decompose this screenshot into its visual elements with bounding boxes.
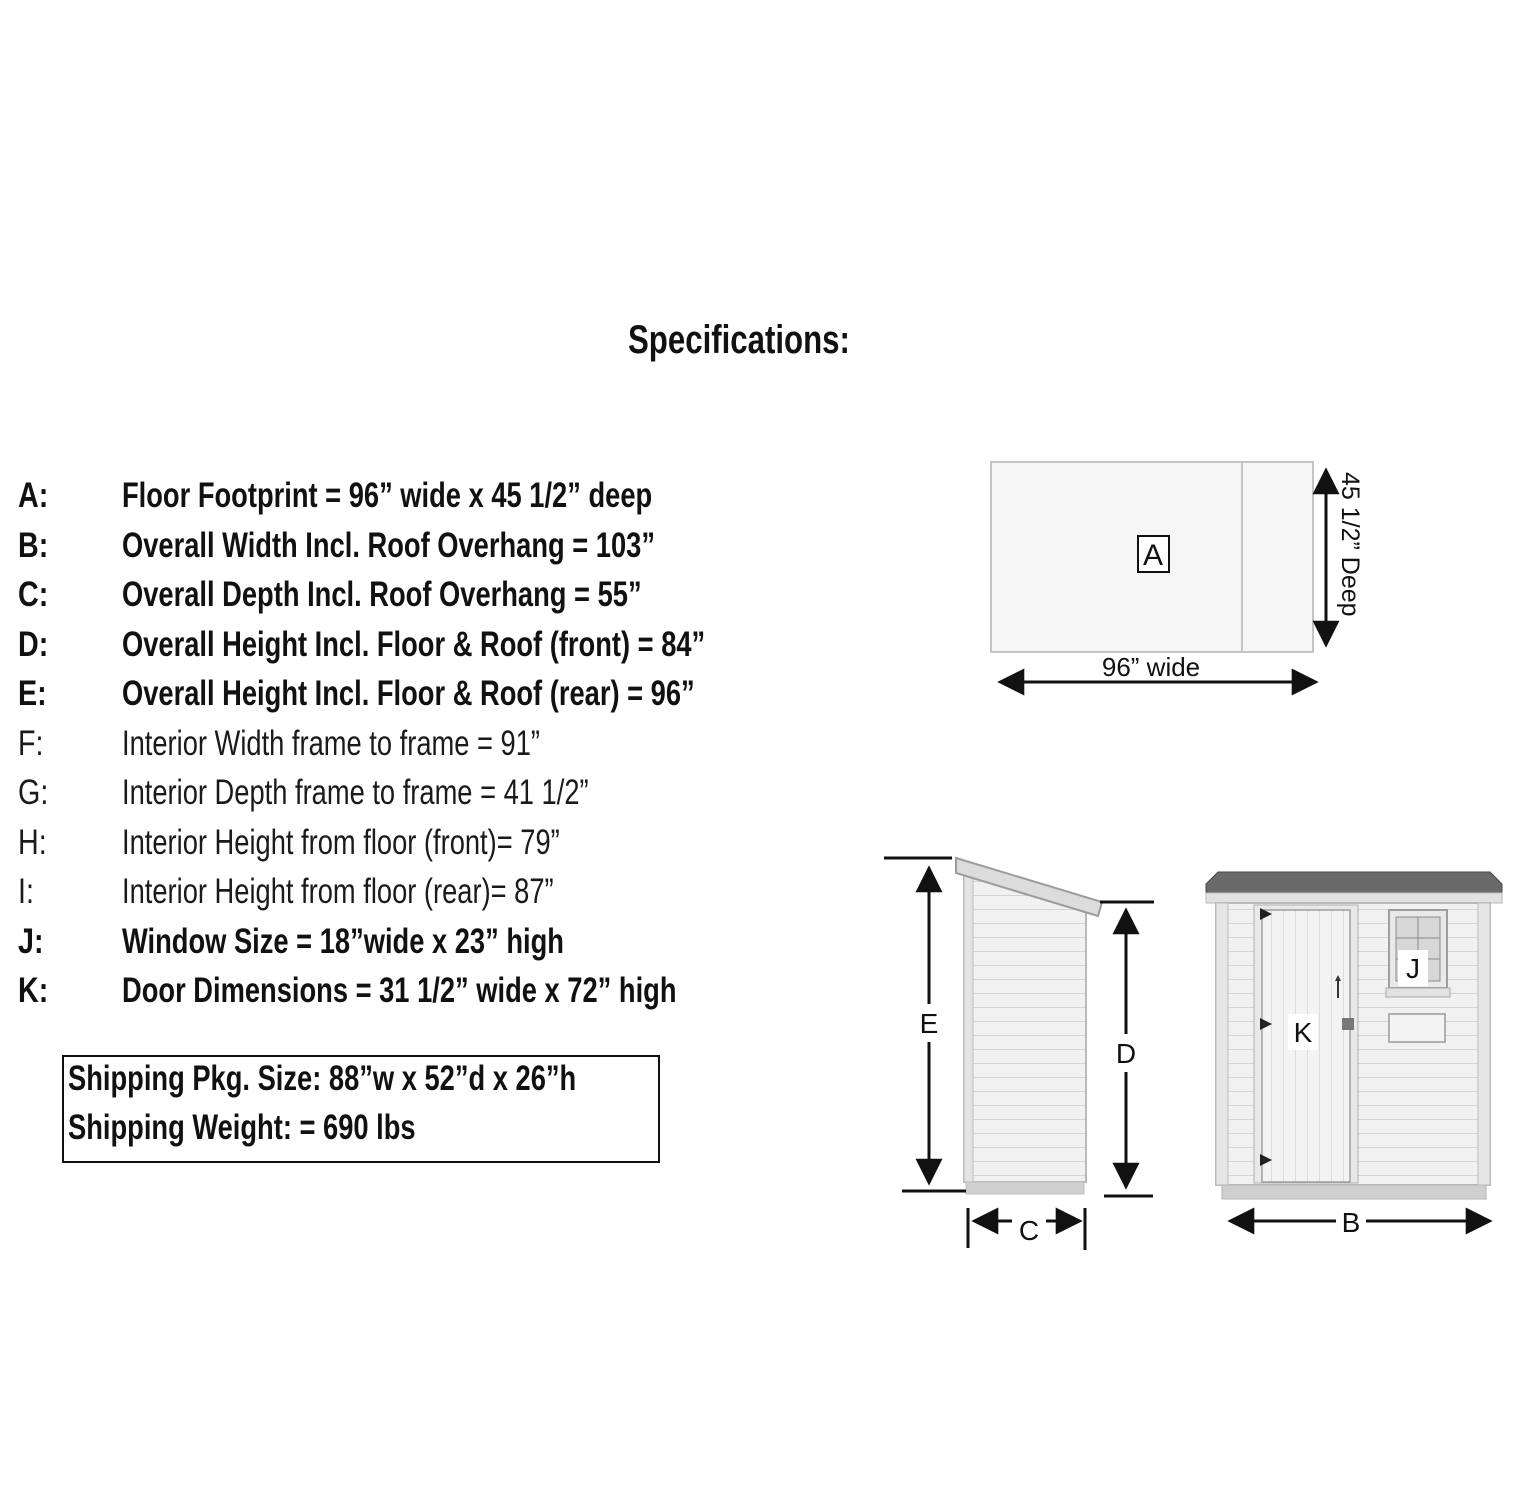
front-left-trim — [1216, 903, 1228, 1185]
floor-plan — [991, 462, 1364, 682]
spec-text: Window Size = 18”wide x 23” high — [122, 922, 564, 961]
label-c: C — [1018, 1215, 1040, 1246]
spec-text: Overall Width Incl. Roof Overhang = 103” — [122, 526, 655, 565]
label-e: E — [919, 1008, 939, 1039]
window-sill — [1386, 988, 1450, 997]
front-fascia — [1206, 893, 1502, 903]
spec-text: Floor Footprint = 96” wide x 45 1/2” deep — [122, 476, 653, 515]
spec-letter: C: — [18, 575, 49, 614]
front-elevation — [1206, 872, 1502, 1238]
spec-text: Overall Depth Incl. Roof Overhang = 55” — [122, 575, 642, 614]
front-right-trim — [1478, 903, 1490, 1185]
shipping-size: Shipping Pkg. Size: 88”w x 52”d x 26”h — [68, 1059, 577, 1098]
spec-letter: K: — [18, 971, 49, 1010]
spec-letter: E: — [18, 674, 47, 713]
spec-letter: J: — [18, 922, 44, 961]
label-d: D — [1115, 1038, 1137, 1069]
side-base — [966, 1182, 1084, 1194]
door-latch — [1342, 1018, 1354, 1030]
spec-text: Interior Width frame to frame = 91” — [122, 724, 540, 763]
label-k: K — [1293, 1017, 1313, 1048]
spec-letter: F: — [18, 724, 44, 763]
flower-box — [1389, 1014, 1445, 1042]
spec-letter: G: — [18, 773, 49, 812]
width-label: 96” wide — [1101, 652, 1201, 682]
side-wall — [964, 874, 1086, 1182]
spec-text: Door Dimensions = 31 1/2” wide x 72” high — [122, 971, 677, 1010]
spec-text: Interior Depth frame to frame = 41 1/2” — [122, 773, 589, 812]
spec-text: Overall Height Incl. Floor & Roof (front) = 84” — [122, 625, 706, 664]
floor-label-a: A — [1142, 539, 1164, 572]
depth-label: 45 1/2” Deep — [1336, 472, 1364, 617]
spec-letter: I: — [18, 872, 34, 911]
shipping-weight: Shipping Weight: = 690 lbs — [68, 1108, 416, 1147]
front-base — [1222, 1185, 1486, 1199]
spec-letter: B: — [18, 526, 49, 565]
side-elevation — [884, 858, 1154, 1250]
spec-letter: A: — [18, 476, 49, 515]
spec-text: Interior Height from floor (front)= 79” — [122, 823, 560, 862]
spec-text: Interior Height from floor (rear)= 87” — [122, 872, 554, 911]
label-b: B — [1341, 1207, 1361, 1238]
spec-letter: D: — [18, 625, 49, 664]
spec-text: Overall Height Incl. Floor & Roof (rear) = 96” — [122, 674, 695, 713]
specifications-title: Specifications: — [628, 318, 850, 362]
side-corner-trim — [964, 874, 973, 1182]
label-j: J — [1406, 953, 1420, 984]
front-roof — [1206, 872, 1502, 896]
spec-letter: H: — [18, 823, 47, 862]
